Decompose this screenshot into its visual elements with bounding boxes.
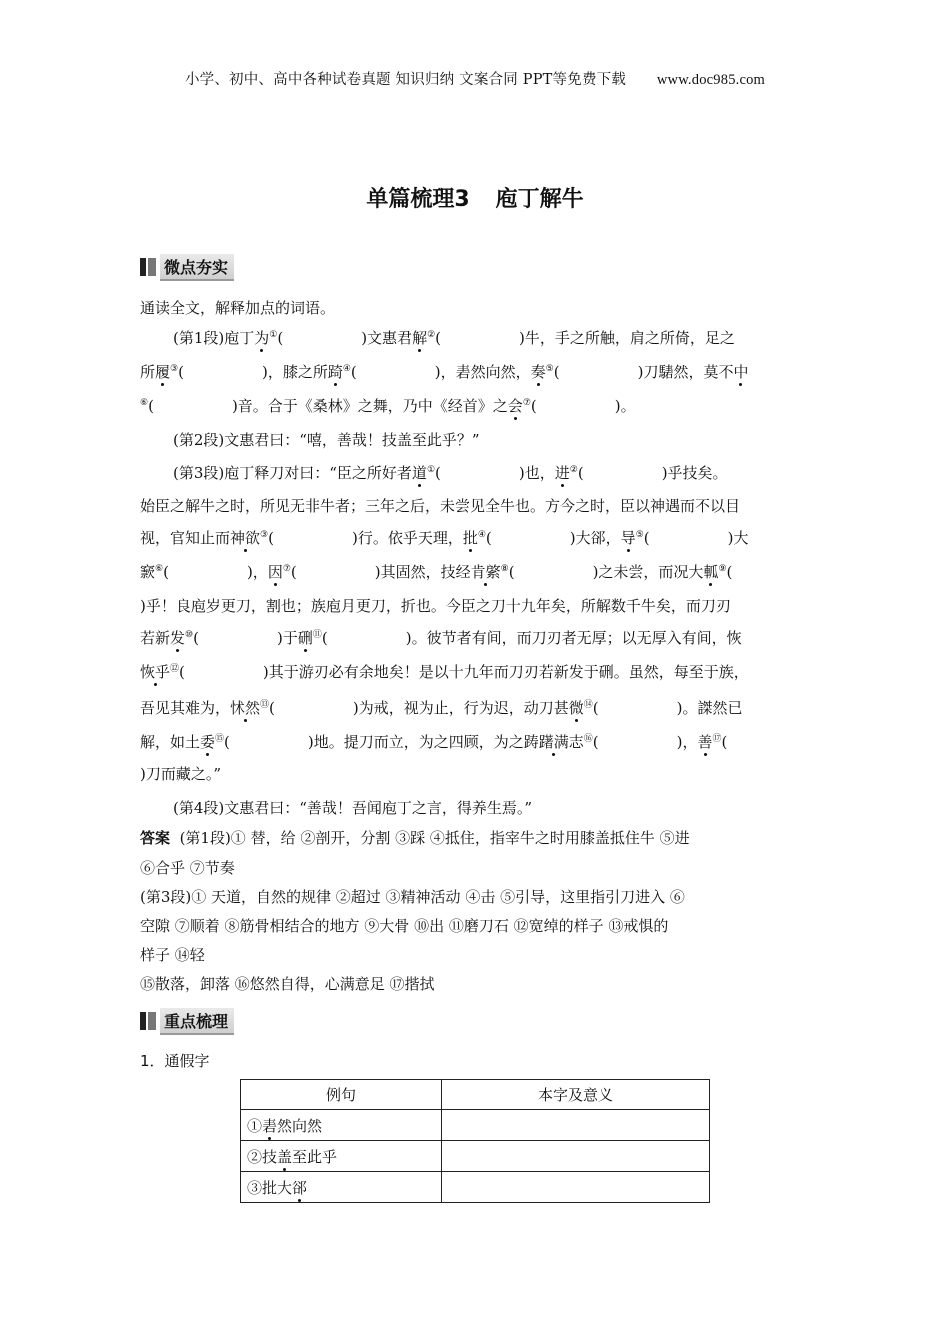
answer-line: 空隙 ⑦顺着 ⑧筋骨相结合的地方 ⑨大骨 ⑩出 ⑪磨刀石 ⑫宽绰的样子 ⑬戒惧的	[140, 917, 669, 935]
passage-line: 视，官知止而神欲③( )行。依乎天理，批④( )大郤，导⑤( )大	[140, 529, 749, 547]
passage-line: 始臣之解牛之时，所见无非牛者；三年之后，未尝见全牛也。方今之时，臣以神遇而不以目	[140, 497, 741, 515]
table-row	[241, 1172, 710, 1203]
passage-line: )乎！良庖岁更刀，割也；族庖月更刀，折也。今臣之刀十九年矣，所解数千牛矣，而刀刃	[140, 597, 731, 615]
passage-line: )刀而藏之。”	[140, 765, 222, 783]
passage-line: 若新发⑩( )于硎⑪( )。彼节者有间，而刀刃者无厚；以无厚入有间，恢	[140, 629, 742, 647]
passage-line: 吾见其难为，怵然⑬( )为戒，视为止，行为迟，动刀甚微⑭( )。謋然已	[140, 699, 743, 717]
header-text: 小学、初中、高中各种试卷真题 知识归纳 文案合同 PPT等免费下载	[184, 72, 627, 88]
passage-line: (第3段)庖丁释刀对曰：“臣之所好者道①( )也，进②( )乎技矣。	[173, 464, 728, 482]
header-url[interactable]: www.doc985.com	[656, 72, 766, 88]
passage-line: 恢乎⑫( )其于游刃必有余地矣！是以十九年而刀刃若新发于硎。虽然，每至于族，	[140, 663, 749, 681]
example-cell: ①砉然向然	[241, 1110, 442, 1141]
answer-label: 答案	[140, 829, 171, 847]
page-header	[0, 68, 950, 89]
passage-line: (第1段)庖丁为①( )文惠君解②( )牛，手之所触，肩之所倚，足之	[173, 329, 735, 347]
table-row	[241, 1110, 710, 1141]
example-cell: ③批大郤	[241, 1172, 442, 1203]
answer-line: 答案 (第1段)① 替，给 ②剖开，分割 ③踩 ④抵住，指宰牛之时用膝盖抵住牛 ⑤进	[140, 829, 690, 847]
column-header: 本字及意义	[442, 1080, 710, 1110]
tongjiazi-table	[240, 1079, 710, 1203]
example-cell: ②技盖至此乎	[241, 1141, 442, 1172]
passage-line: 所履③( )，膝之所踦④( )，砉然向然，奏⑤( )刀騞然，莫不中	[140, 363, 749, 381]
passage-line: (第2段)文惠君曰：“嘻，善哉！技盖至此乎？”	[173, 431, 480, 449]
answer-line: ⑮散落，卸落 ⑯悠然自得，心满意足 ⑰揩拭	[140, 975, 435, 993]
section-micro-heading: 微点夯实	[140, 256, 234, 278]
table-header-row	[241, 1080, 710, 1110]
page-title: 单篇梳理3 庖丁解牛	[366, 187, 584, 212]
answer-cell[interactable]	[442, 1141, 710, 1172]
passage-line: (第4段)文惠君曰：“善哉！吾闻庖丁之言，得养生焉。”	[173, 799, 533, 817]
section-key-heading: 重点梳理	[140, 1010, 234, 1032]
passage-line: 解，如土委⑮( )地。提刀而立，为之四顾，为之踌躇满志⑯( )，善⑰(	[140, 733, 728, 751]
table-row	[241, 1141, 710, 1172]
column-header: 例句	[241, 1080, 442, 1110]
answer-line: (第3段)① 天道，自然的规律 ②超过 ③精神活动 ④击 ⑤引导，这里指引刀进入 ⑥	[140, 888, 685, 906]
answer-line: ⑥合乎 ⑦节奏	[140, 859, 235, 877]
intro-text: 通读全文，解释加点的词语。	[140, 299, 336, 317]
answer-line: 样子 ⑭轻	[140, 946, 205, 964]
answer-cell[interactable]	[442, 1110, 710, 1141]
passage-line: ⑥( )音。合于《桑林》之舞，乃中《经首》之会⑦( )。	[140, 397, 636, 415]
passage-line: 窾⑥( )，因⑦( )其固然，技经肯綮⑧( )之未尝，而况大軱⑨(	[140, 563, 733, 581]
answer-cell[interactable]	[442, 1172, 710, 1203]
tongjiazi-heading: 1．通假字	[140, 1052, 210, 1070]
